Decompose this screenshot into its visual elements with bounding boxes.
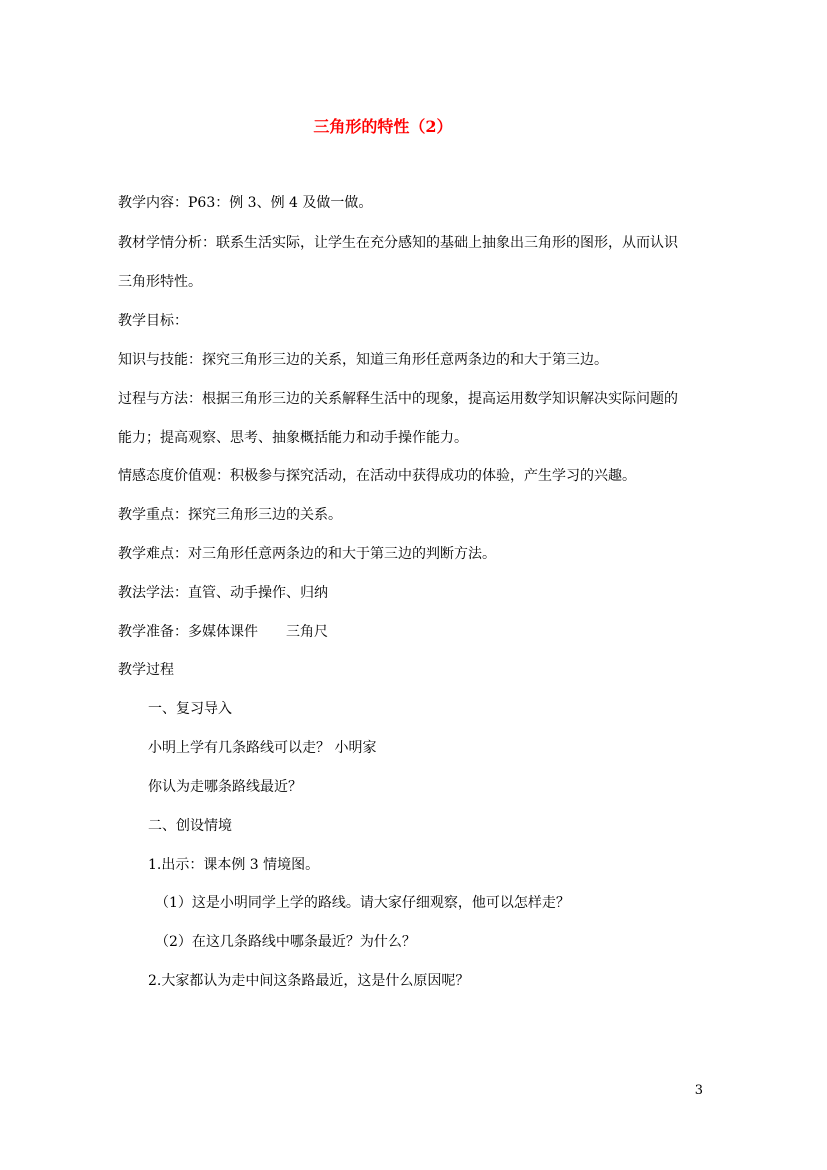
text-line: 教学重点：探究三角形三边的关系。 (118, 507, 342, 523)
section-heading: 一、复习导入 (148, 701, 232, 717)
page-number: 3 (694, 1083, 703, 1098)
text-line: 1.出示：课本例 3 情境图。 (148, 857, 320, 873)
text-line: （1）这是小明同学上学的路线。请大家仔细观察，他可以怎样走？ (155, 895, 570, 911)
page-title: 三角形的特性（2） (313, 117, 453, 136)
text-line: 知识与技能：探究三角形三边的关系，知道三角形任意两条边的和大于第三边。 (118, 352, 608, 368)
text-line: （2）在这几条路线中哪条最近？为什么？ (155, 934, 416, 950)
text-line: 教学过程 (118, 662, 174, 678)
text-line: 教学准备：多媒体课件 三角尺 (118, 624, 328, 640)
text-line: 情感态度价值观：积极参与探究活动，在活动中获得成功的体验，产生学习的兴趣。 (118, 468, 636, 484)
text-line: 教材学情分析：联系生活实际，让学生在充分感知的基础上抽象出三角形的图形，从而认识 (118, 235, 678, 251)
section-heading: 二、创设情境 (148, 818, 232, 834)
text-line: 教法学法：直管、动手操作、归纳 (118, 585, 328, 601)
text-line: 教学目标： (118, 313, 188, 329)
text-line: 过程与方法：根据三角形三边的关系解释生活中的现象，提高运用数学知识解决实际问题的 (118, 391, 678, 407)
text-line: 能力；提高观察、思考、抽象概括能力和动手操作能力。 (118, 430, 468, 446)
text-line: 教学难点：对三角形任意两条边的和大于第三边的判断方法。 (118, 546, 496, 562)
text-line: 2.大家都认为走中间这条路最近，这是什么原因呢？ (148, 973, 470, 989)
text-line: 你认为走哪条路线最近？ (148, 779, 302, 795)
text-line: 教学内容：P63：例 3、例 4 及做一做。 (118, 195, 373, 211)
text-line: 三角形特性。 (118, 274, 202, 290)
text-line: 小明上学有几条路线可以走？ 小明家 (148, 740, 377, 756)
